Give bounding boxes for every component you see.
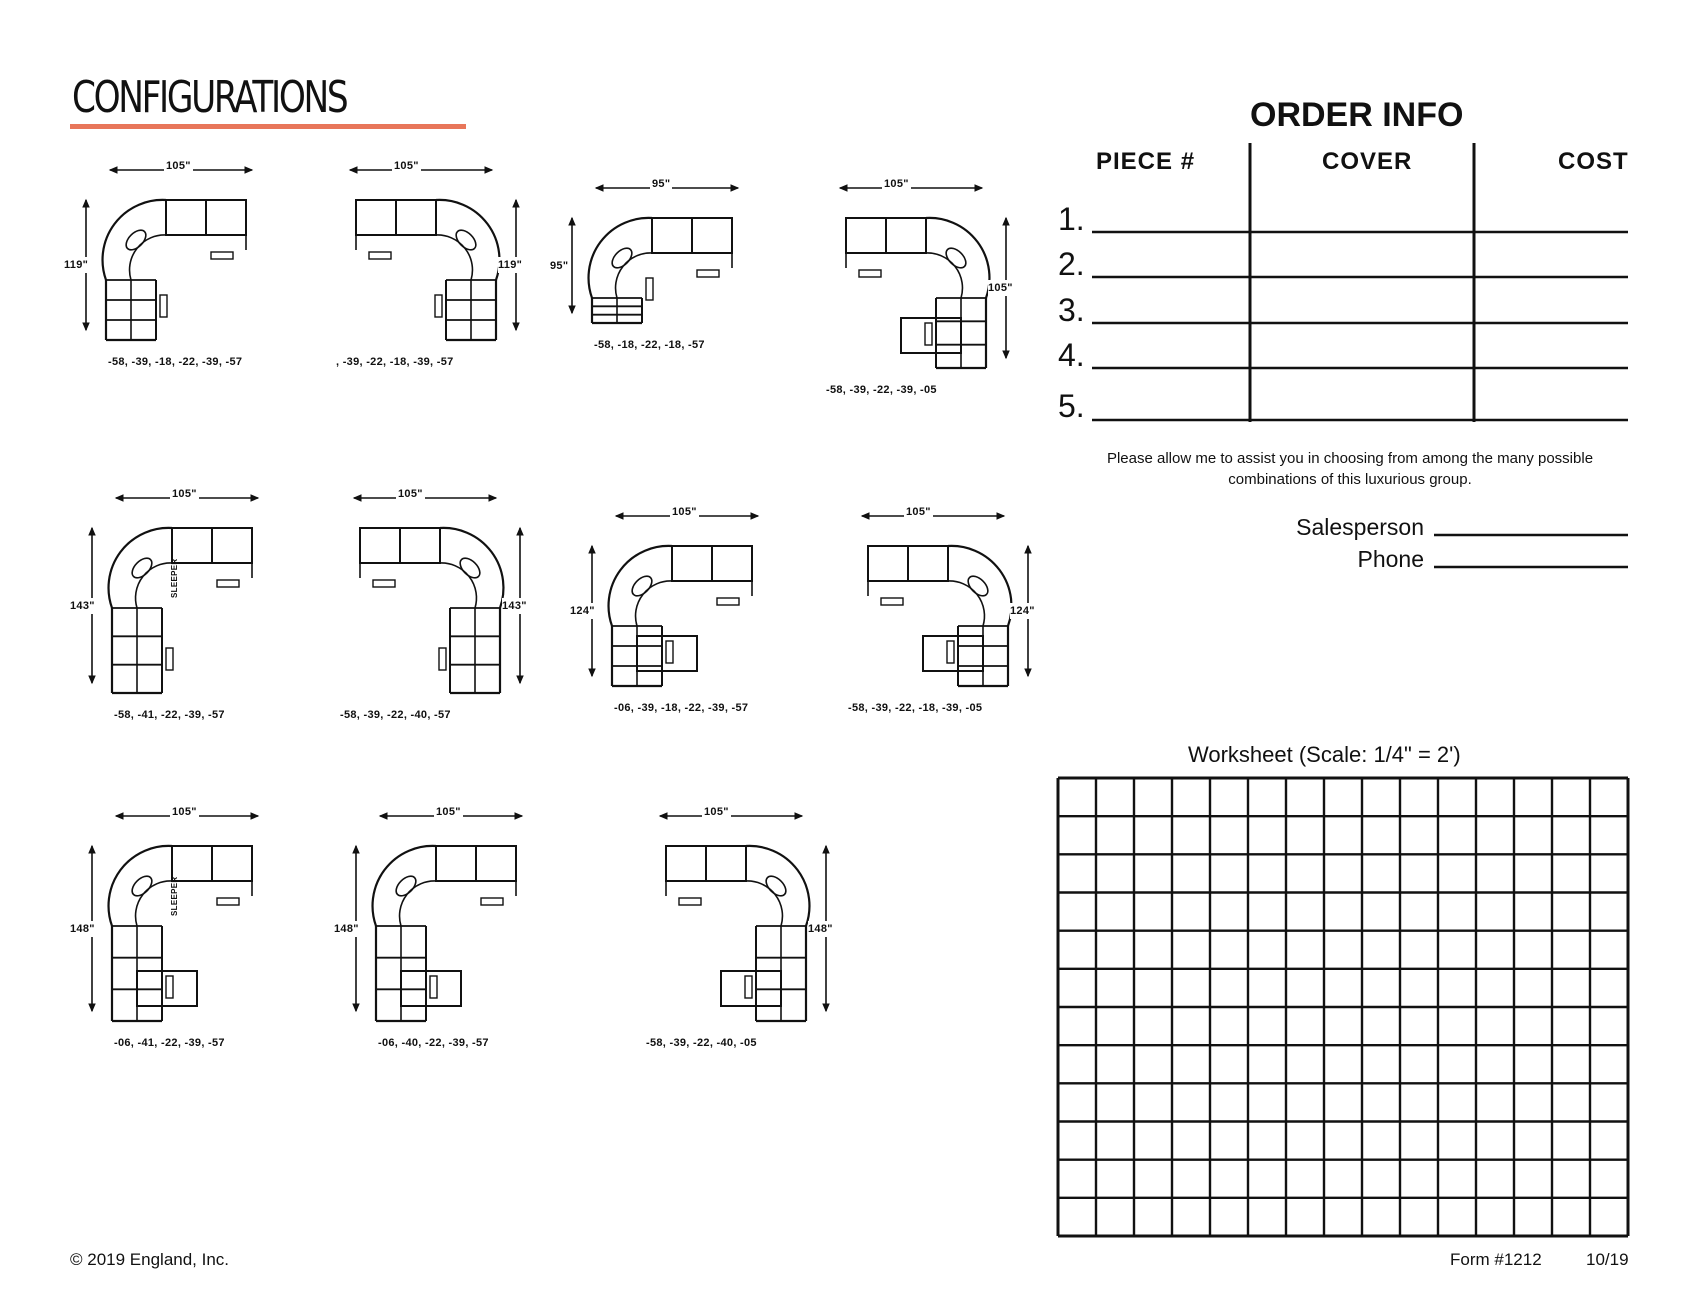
config-depth-label: 124" [570,605,595,617]
config-depth-label: 124" [1010,605,1035,617]
config-piece-codes: -06, -40, -22, -39, -57 [378,1037,489,1049]
form-number: Form #1212 [1450,1250,1542,1269]
order-row-3: 3. [1058,292,1085,328]
column-cover: COVER [1322,148,1413,175]
configuration-diagram [812,506,1042,696]
configuration [64,160,302,390]
config-width-label: 105" [884,178,909,190]
config-piece-codes: -58, -39, -22, -18, -39, -05 [848,702,983,714]
config-depth-label: 119" [498,259,523,271]
configuration-diagram [342,806,572,1031]
copyright: © 2019 England, Inc. [70,1250,230,1269]
configuration-diagram [790,178,1020,378]
column-cost: COST [1558,148,1629,175]
config-width-label: 105" [672,506,697,518]
config-width-label: 105" [704,806,729,818]
configuration [610,806,840,1049]
config-piece-codes: -06, -41, -22, -39, -57 [114,1037,225,1049]
sleeper-label: SLEEPER [170,876,179,916]
config-width-label: 105" [166,160,191,172]
order-row-4: 4. [1058,337,1085,373]
configuration-diagram [558,178,788,333]
form-date: 10/19 [1586,1250,1629,1269]
config-piece-codes: -58, -41, -22, -39, -57 [114,709,225,721]
configuration-diagram [304,488,534,703]
config-depth-label: 105" [988,282,1013,294]
config-depth-label: 148" [334,922,359,935]
config-piece-codes: -58, -39, -22, -39, -05 [826,384,937,396]
configuration [304,488,534,721]
configuration [570,506,808,736]
worksheet-title: Worksheet (Scale: 1/4" = 2') [1188,742,1461,767]
assist-note: Please allow me to assist you in choosing from among the many possible combinations of this luxurious group. [1106,450,1594,488]
config-width-label: 105" [394,160,419,172]
config-depth-label: 143" [70,599,95,612]
configuration [300,160,530,390]
config-depth-label: 119" [64,259,89,271]
phone-label: Phone [1357,546,1424,572]
order-info-title: ORDER INFO [1250,96,1464,134]
title-underline [70,124,466,129]
configuration [70,488,308,721]
configuration [70,806,308,1049]
configuration-diagram [72,160,302,350]
configuration-diagram [300,160,530,350]
page-title: CONFIGURATIONS [72,72,347,123]
configuration [550,178,788,408]
order-row-5: 5. [1058,388,1085,424]
order-row-2: 2. [1058,246,1085,282]
column-piece: PIECE # [1096,148,1196,175]
config-depth-label: 148" [808,922,833,935]
salesperson-label: Salesperson [1296,514,1424,540]
config-depth-label: 148" [70,922,95,935]
config-piece-codes: -06, -39, -18, -22, -39, -57 [614,702,749,714]
config-width-label: 105" [906,506,931,518]
config-width-label: 105" [436,806,461,818]
config-piece-codes: -58, -39, -22, -40, -05 [646,1037,757,1049]
order-row-1: 1. [1058,201,1085,237]
configuration [790,178,1020,408]
config-width-label: 95" [652,178,671,190]
config-piece-codes: -58, -39, -22, -40, -57 [340,709,451,721]
configuration-diagram [78,488,308,703]
configuration [812,506,1042,736]
config-width-label: 105" [398,488,423,500]
configuration-diagram [610,806,840,1031]
configuration-diagram [78,806,308,1031]
configuration [334,806,572,1049]
config-piece-codes: -58, -39, -18, -22, -39, -57 [108,356,243,368]
config-width-label: 105" [172,488,197,500]
config-depth-label: 143" [502,599,527,612]
config-depth-label: 95" [550,259,569,272]
sleeper-label: SLEEPER [170,558,179,598]
config-piece-codes: , -39, -22, -18, -39, -57 [336,356,454,368]
configuration-diagram [578,506,808,696]
config-piece-codes: -58, -18, -22, -18, -57 [594,339,705,351]
config-width-label: 105" [172,806,197,818]
